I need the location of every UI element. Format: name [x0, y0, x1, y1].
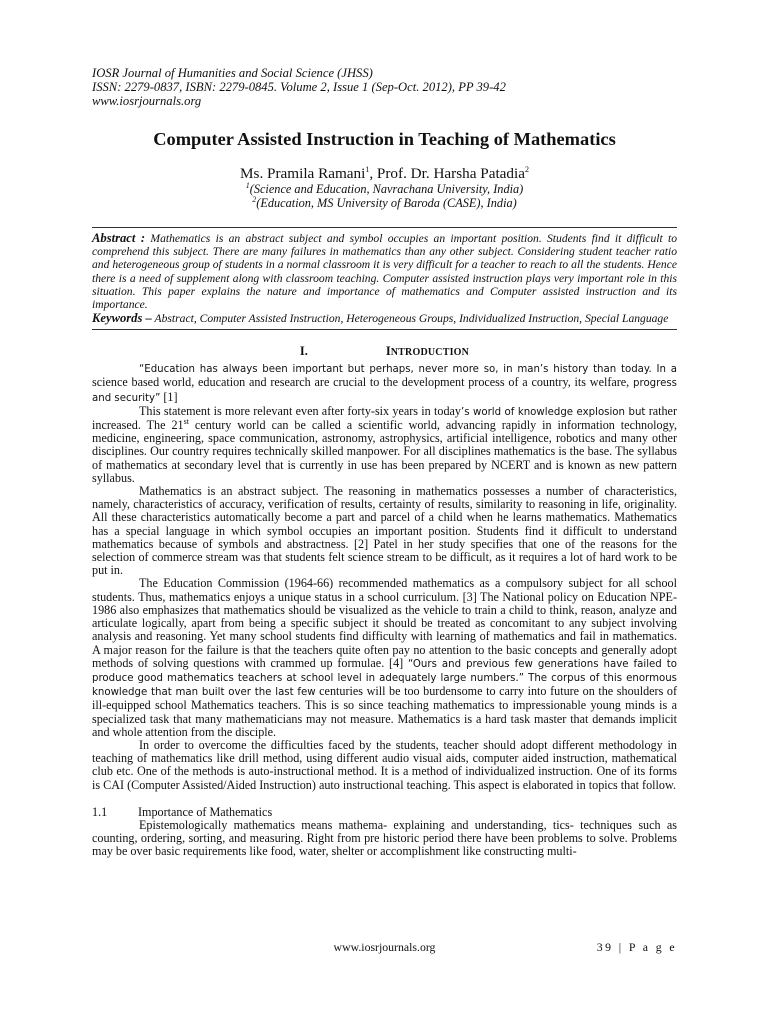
- paragraph-5: In order to overcome the difficulties faced by the students, teacher should adopt different methodology in teaching of mathematics like drill method, using different audio visual aids, computer aided instruction, mathematical club etc. One of the methods is auto-instructional method. It is a method of individualized instruction. One of its forms is CAI (Computer Assisted/Aided Instruction) auto instructional teaching. This aspect is elaborated in topics that follow.: [92, 737, 677, 792]
- abstract-box: [92, 227, 677, 330]
- footer-url: www.iosrjournals.org: [333, 940, 436, 954]
- affiliation-1-sup: 1: [245, 180, 250, 190]
- journal-issn: ISSN: 2279-0837, ISBN: 2279-0845. Volume 2, Issue 1 (Sep-Oct. 2012), PP 39-42: [92, 80, 506, 95]
- paragraph-2-text-b: rather increased. The 21: [92, 403, 677, 433]
- paragraph-1-text: science based world, education and research are crucial to the development process of a country, its welfare,: [92, 375, 630, 390]
- subsection-number: 1.1: [92, 804, 108, 819]
- quote-1: “Education has always been important but perhaps, never more so, in man’s history than today. In a: [139, 364, 677, 376]
- section-title-rest: NTRODUCTION: [390, 347, 470, 359]
- paragraph-2-sup: st: [183, 417, 189, 426]
- abstract-text: Mathematics is an abstract subject and symbol occupies an important position. Students find it difficult to comprehend this subject. There are many failures in mathematics than any other subject. Considering student teacher ratio and heterogeneous group of students in a normal classroom it is very difficult for a teacher to reach to all the students. Hence there is a need of supplement along with classroom teaching. Computer assisted instruction plays very important role in this situation. This paper explains the nature and importance of mathematics and Computer assisted instruction and its importance.: [92, 232, 677, 312]
- paper-page: [92, 66, 677, 859]
- affiliation-2: [92, 196, 677, 210]
- paper-title: Computer Assisted Instruction in Teaching of Mathematics: [153, 128, 616, 149]
- quote-2: ’s world of knowledge explosion but: [460, 406, 646, 418]
- abstract: [92, 232, 677, 311]
- subsection-heading: [92, 806, 677, 819]
- author-separator: ,: [369, 164, 377, 182]
- reference-1: [1]: [160, 389, 178, 404]
- affiliation-2-sup: 2: [252, 194, 257, 204]
- paragraph-2-text-c: century world can be called a scientific world, advancing rapidly in information technology, medicine, engineering, space communication, astronomy, astrophysics, artificial intelligence, robotics and many other disciplines. Our country requires technically skilled manpower. For all disciplines mathematics is the base. The syllabus of mathematics at secondary level that is currently in use has been prepared by NCERT and is known as new pattern syllabus.: [92, 418, 677, 485]
- keywords: [92, 311, 677, 326]
- section-title-first: I: [385, 344, 391, 359]
- quote-4: “Ours and previous few generations have failed to produce good mathematics teachers at school level in adequately large numbers.” The corpus of this enormous knowledge that man built over the last few: [92, 658, 677, 699]
- paragraph-4-text-b: centuries will be too burdensome to carry into future on the shoulders of ill-equipped school Mathematics teachers. This is so since teaching mathematics to impressionable young minds is a specialized task that many mathematicians may not measure. Mathematics is a hard task master that demands implicit and whole attention from the disciple.: [92, 684, 678, 739]
- keywords-text: Abstract, Computer Assisted Instruction, Heterogeneous Groups, Individualized Instruction, Special Language: [154, 312, 669, 326]
- paragraph-4-text-a: The Education Commission (1964-66) recommended mathematics as a compulsory subject for all school students. Thus, mathematics enjoys a unique status in a school curriculum. [3] The National policy on Education NPE- 1986 also emphasizes that mathematics should be visualized as the vehicle to train a child to think, reason, analyze and articulate logically, apart from being a specific subject it should be treated as concomitant to any subject involving analysis and reasoning. Yet many school students find difficulty with learning of mathematics and fail in mathematics. A major reason for the failure is that the teachers quite often pay no attention to the basic concepts and generally adopt methods of solving questions with crammed up formulae. [4]: [92, 576, 677, 670]
- quote-1b: progress and security”: [92, 378, 677, 404]
- section-number: I.: [299, 344, 308, 359]
- page-number: 39 | P a g e: [596, 940, 677, 954]
- journal-name: IOSR Journal of Humanities and Social Science (JHSS): [92, 66, 373, 80]
- subsection-title: Importance of Mathematics: [138, 804, 273, 819]
- author-1: Ms. Pramila Ramani: [240, 164, 366, 182]
- journal-header: [92, 66, 677, 109]
- paragraph-2: [92, 405, 677, 485]
- section-heading-introduction: [92, 344, 677, 360]
- paragraph-3: Mathematics is an abstract subject. The reasoning in mathematics possesses a number of characteristics, namely, characteristics of accuracy, verification of results, certainty of results, similarity to reasoning in life, originality. All these characteristics automatically become a part and parcel of a child when he learns mathematics. Mathematics has a special language in which symbol occupies an important position. Students find it difficult to understand mathematics because of symbols and abstractness. [2] Patel in her study specifies that one of the reasons for the selection of commerce stream was that students felt science stream to be difficult, as it requires a lot of hard work to be put in.: [92, 484, 677, 578]
- journal-url: www.iosrjournals.org: [92, 94, 202, 109]
- author-2: Prof. Dr. Harsha Patadia: [376, 164, 525, 182]
- author-list: [92, 165, 677, 182]
- keywords-label: Keywords –: [92, 311, 152, 326]
- affiliation-2-text: (Education, MS University of Baroda (CASE), India): [256, 195, 517, 210]
- author-2-sup: 2: [524, 164, 529, 174]
- paragraph-2-text-a: This statement is more relevant even after forty-six years in today: [139, 403, 461, 418]
- affiliation-1: [92, 182, 677, 196]
- paragraph-4: [92, 577, 677, 738]
- paragraph-1: [92, 362, 677, 405]
- paragraph-6: Epistemologically mathematics means mathema- explaining and understanding, tics- techniques such as counting, ordering, sorting, and measuring. Right from pre historic period there have been problems to solve. Problems may be over basic requirements like food, water, shelter or accomplishment like constructing multi-: [92, 817, 677, 859]
- author-1-sup: 1: [365, 164, 370, 174]
- affiliation-1-text: (Science and Education, Navrachana University, India): [249, 181, 524, 196]
- page-footer: [92, 940, 677, 960]
- abstract-label: Abstract :: [92, 231, 146, 246]
